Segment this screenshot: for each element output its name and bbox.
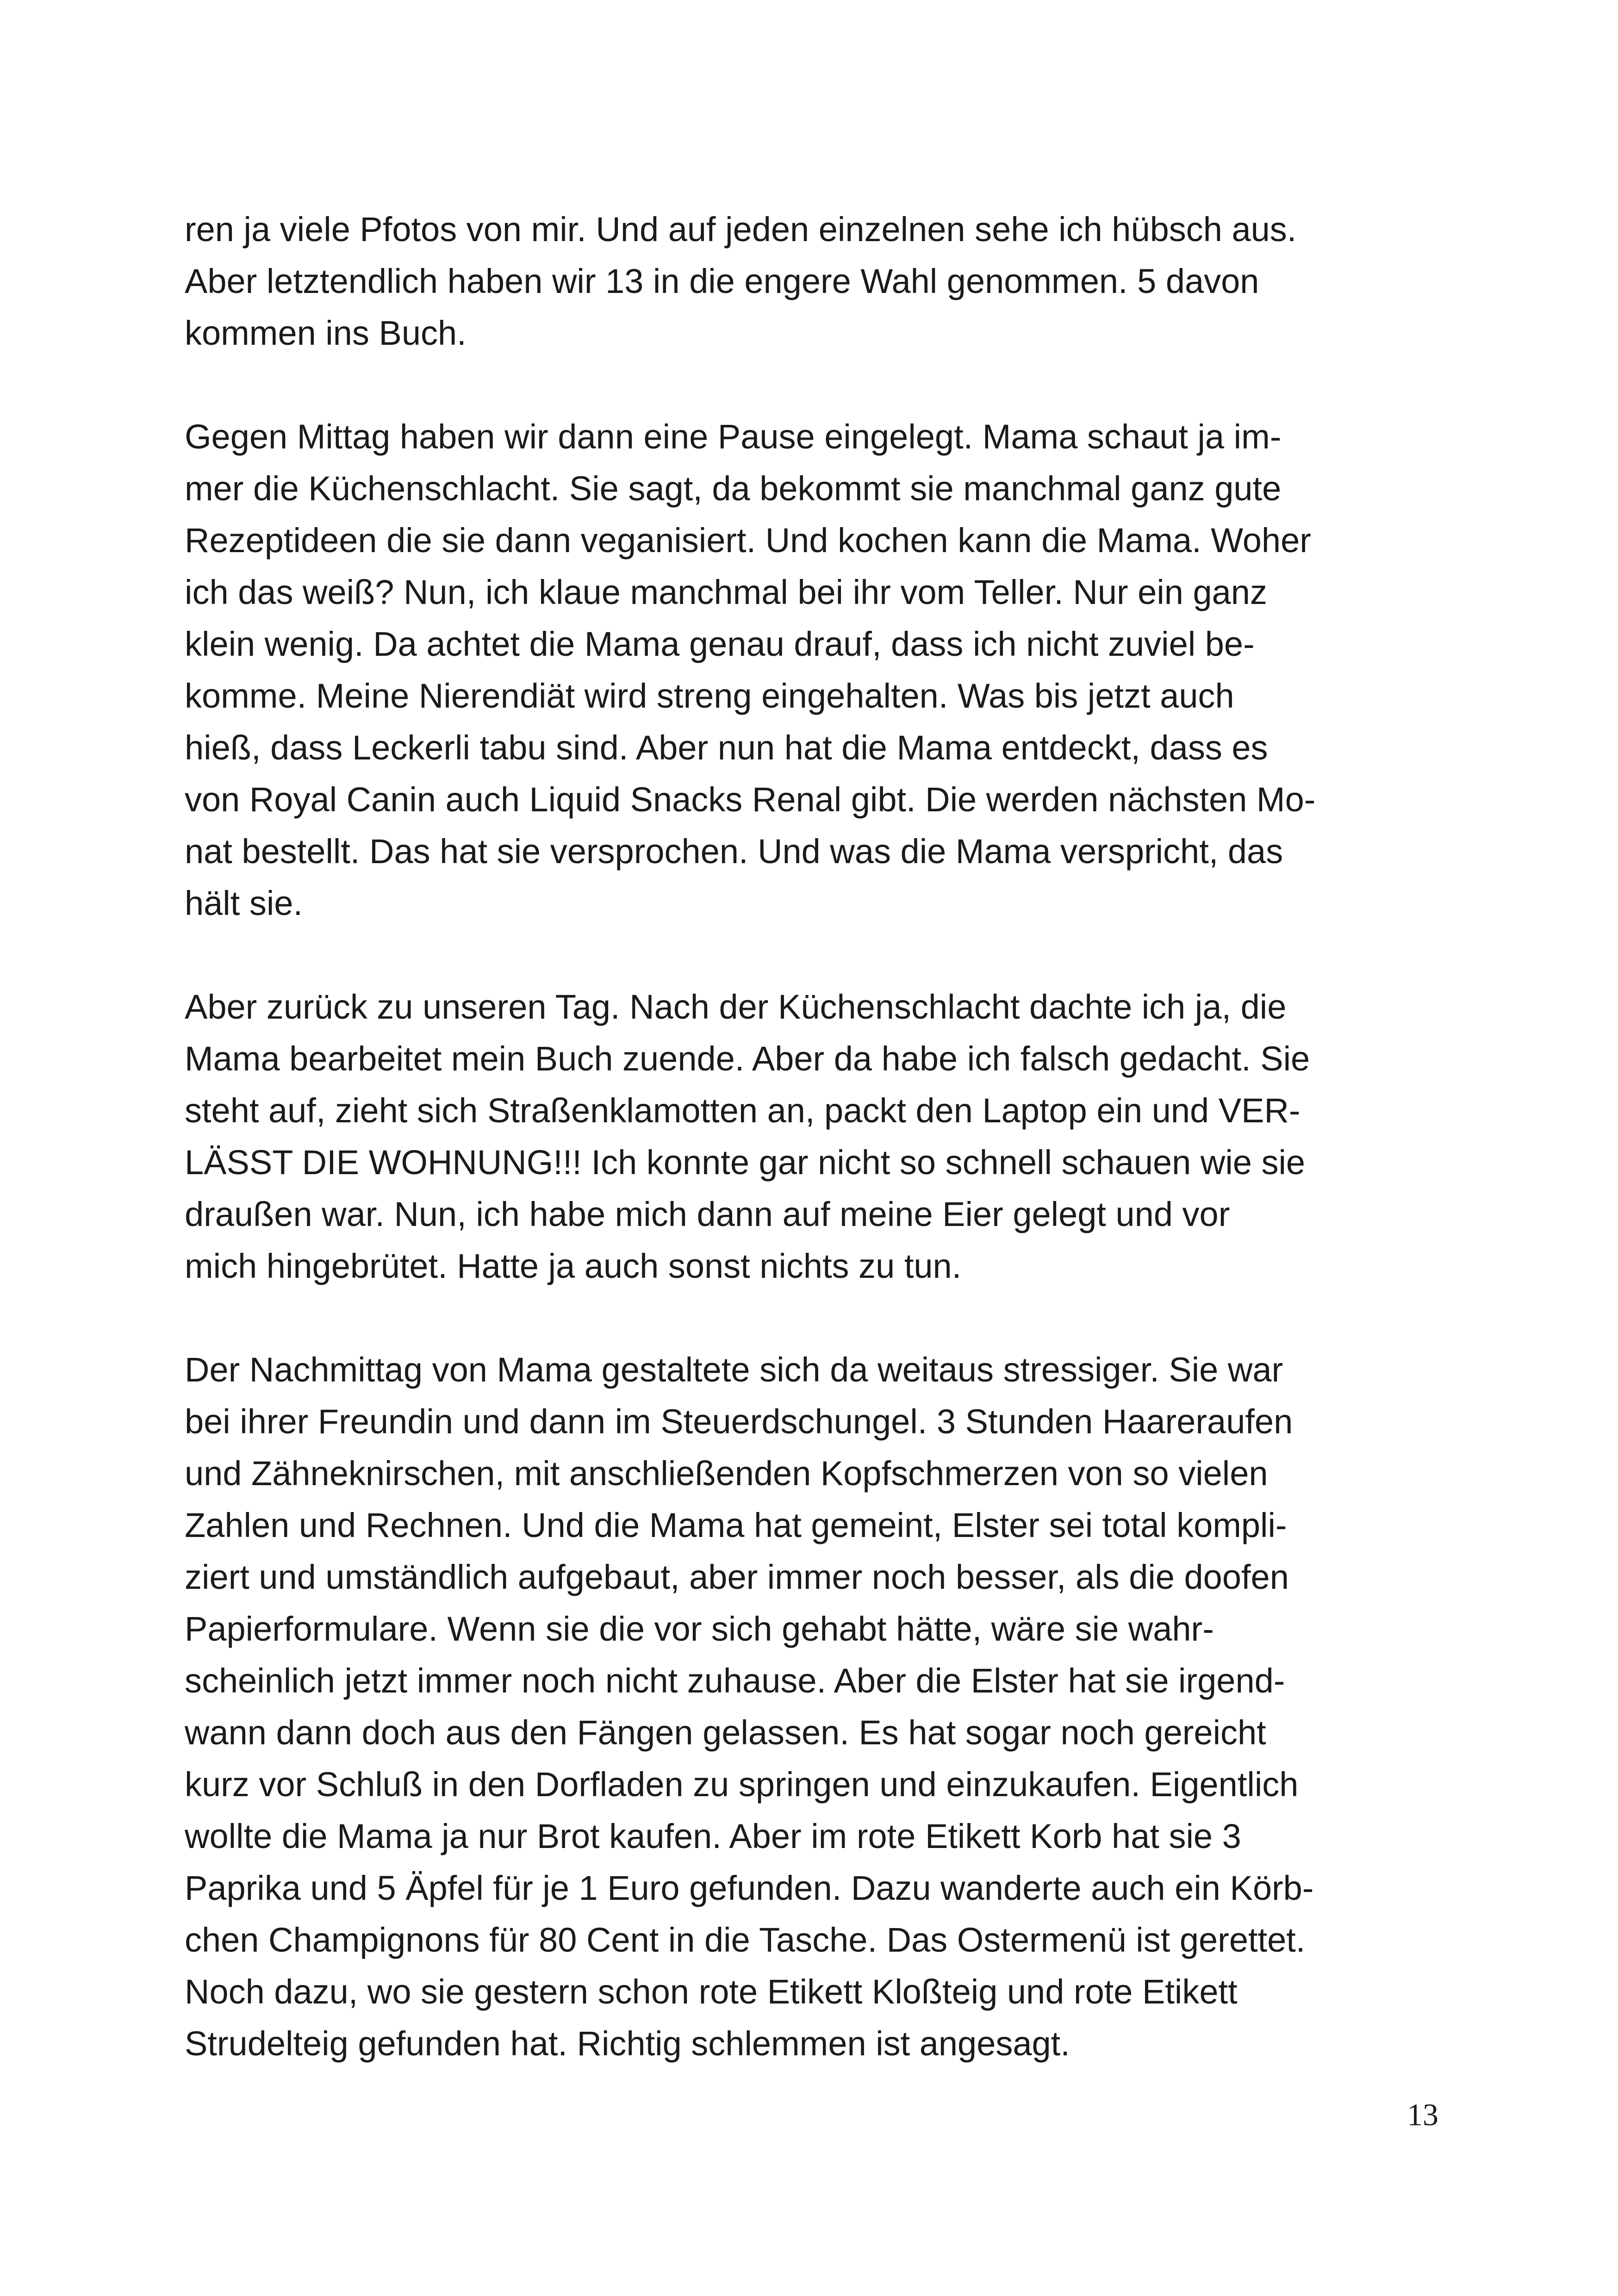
paragraph bbox=[185, 204, 1457, 359]
text-line: wollte die Mama ja nur Brot kaufen. Aber im rote Etikett Korb hat sie 3 bbox=[185, 1817, 1241, 1855]
text-line: Aber letztendlich haben wir 13 in die engere Wahl genommen. 5 davon bbox=[185, 262, 1259, 300]
text-line: Rezeptideen die sie dann veganisiert. Und kochen kann die Mama. Woher bbox=[185, 521, 1311, 560]
text-line: bei ihrer Freundin und dann im Steuerdschungel. 3 Stunden Haareraufen bbox=[185, 1402, 1293, 1441]
text-line: Aber zurück zu unseren Tag. Nach der Küchenschlacht dachte ich ja, die bbox=[185, 988, 1287, 1026]
text-line: mich hingebrütet. Hatte ja auch sonst nichts zu tun. bbox=[185, 1247, 962, 1285]
text-line: Zahlen und Rechnen. Und die Mama hat gemeint, Elster sei total kompli- bbox=[185, 1506, 1287, 1544]
text-line: nat bestellt. Das hat sie versprochen. Und was die Mama verspricht, das bbox=[185, 832, 1283, 871]
text-line: steht auf, zieht sich Straßenklamotten an, packt den Laptop ein und VER- bbox=[185, 1091, 1301, 1130]
text-line: LÄSST DIE WOHNUNG!!! Ich konnte gar nicht so schnell schauen wie sie bbox=[185, 1143, 1306, 1182]
text-line: scheinlich jetzt immer noch nicht zuhause. Aber die Elster hat sie irgend- bbox=[185, 1661, 1285, 1700]
text-line: hält sie. bbox=[185, 884, 303, 922]
text-line: klein wenig. Da achtet die Mama genau drauf, dass ich nicht zuviel be- bbox=[185, 625, 1255, 663]
text-line: kurz vor Schluß in den Dorfladen zu springen und einzukaufen. Eigentlich bbox=[185, 1765, 1299, 1804]
text-line: draußen war. Nun, ich habe mich dann auf meine Eier gelegt und vor bbox=[185, 1195, 1230, 1233]
text-line: Der Nachmittag von Mama gestaltete sich da weitaus stressiger. Sie war bbox=[185, 1350, 1283, 1389]
text-line: Gegen Mittag haben wir dann eine Pause eingelegt. Mama schaut ja im- bbox=[185, 417, 1282, 456]
text-line: ich das weiß? Nun, ich klaue manchmal bei ihr vom Teller. Nur ein ganz bbox=[185, 573, 1267, 611]
text-line: Papierformulare. Wenn sie die vor sich gehabt hätte, wäre sie wahr- bbox=[185, 1610, 1214, 1648]
text-line: mer die Küchenschlacht. Sie sagt, da bekommt sie manchmal ganz gute bbox=[185, 469, 1282, 508]
text-line: chen Champignons für 80 Cent in die Tasche. Das Ostermenü ist gerettet. bbox=[185, 1921, 1306, 1959]
paragraph bbox=[185, 1344, 1457, 2070]
text-line: komme. Meine Nierendiät wird streng eingehalten. Was bis jetzt auch bbox=[185, 677, 1234, 715]
text-line: Mama bearbeitet mein Buch zuende. Aber da habe ich falsch gedacht. Sie bbox=[185, 1039, 1310, 1078]
text-line: Strudelteig gefunden hat. Richtig schlemmen ist angesagt. bbox=[185, 2024, 1070, 2063]
text-line: hieß, dass Leckerli tabu sind. Aber nun hat die Mama entdeckt, dass es bbox=[185, 728, 1268, 767]
page-number: 13 bbox=[1407, 2097, 1438, 2132]
body-text bbox=[185, 204, 1457, 2122]
paragraph bbox=[185, 411, 1457, 929]
text-line: Paprika und 5 Äpfel für je 1 Euro gefunden. Dazu wanderte auch ein Körb- bbox=[185, 1869, 1314, 1907]
text-line: ziert und umständlich aufgebaut, aber immer noch besser, als die doofen bbox=[185, 1558, 1289, 1596]
text-line: Noch dazu, wo sie gestern schon rote Etikett Kloßteig und rote Etikett bbox=[185, 1972, 1238, 2011]
text-line: wann dann doch aus den Fängen gelassen. Es hat sogar noch gereicht bbox=[185, 1713, 1266, 1752]
text-line: von Royal Canin auch Liquid Snacks Renal gibt. Die werden nächsten Mo- bbox=[185, 780, 1316, 819]
text-line: ren ja viele Pfotos von mir. Und auf jeden einzelnen sehe ich hübsch aus. bbox=[185, 210, 1297, 249]
text-line: kommen ins Buch. bbox=[185, 314, 467, 352]
text-line: und Zähneknirschen, mit anschließenden Kopfschmerzen von so vielen bbox=[185, 1454, 1268, 1493]
paragraph bbox=[185, 981, 1457, 1292]
